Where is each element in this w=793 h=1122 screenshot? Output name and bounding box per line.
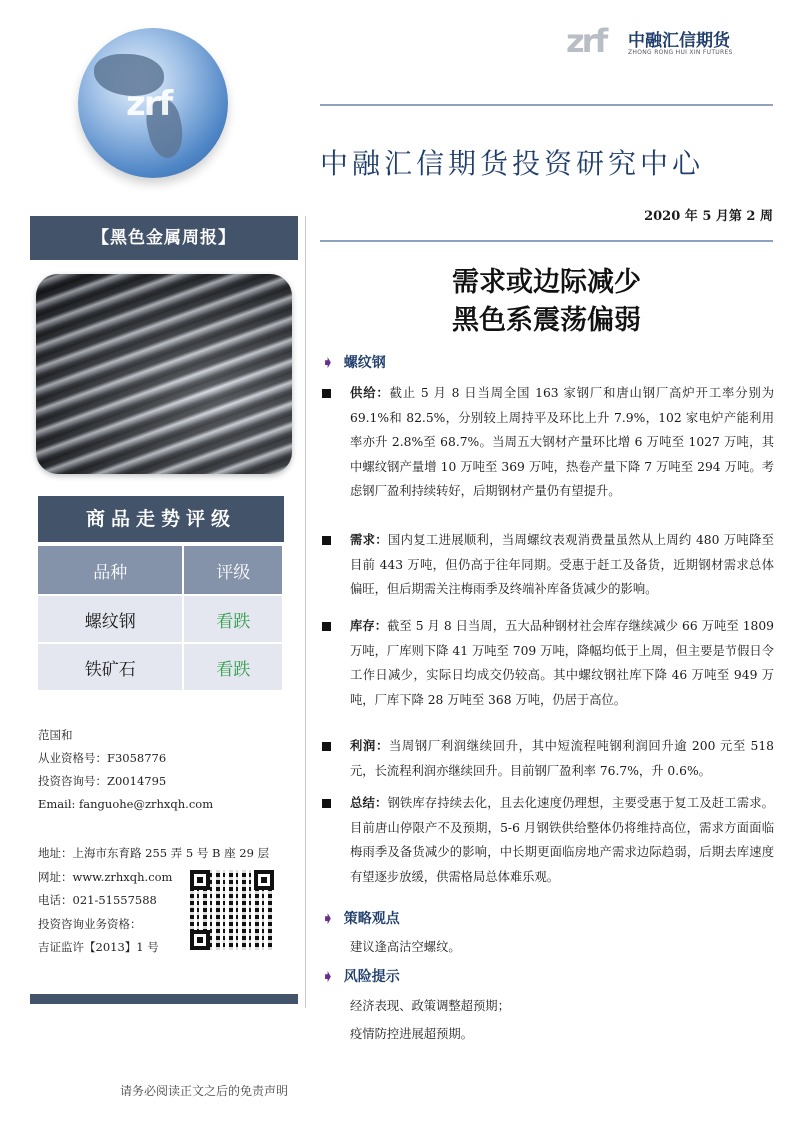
risk-text: 经济表现、政策调整超预期； [350,999,510,1013]
sidebar [20,216,306,1008]
globe-logo-mark: zrf [126,84,172,124]
globe-logo [78,28,228,178]
square-bullet-icon [322,799,331,808]
square-bullet-icon [322,389,331,398]
table-row [38,642,284,690]
risk-text: 疫情防控进展超预期。 [350,1027,473,1041]
brand-logo [566,22,756,64]
bullet-text: 国内复工进展顺利，当周螺纹表观消费量虽然从上周约 480 万吨降至目前 443 万吨，但仍高于往年同期。受惠于赶工及备货，近期钢材需求总体偏旺，但后期需关注梅雨季及终端补库备货减少的影响。 [350,533,774,597]
commodity-rating: 看跌 [184,594,284,642]
bullet-supply [322,381,774,504]
company-phone: 电话：021-51557588 [38,893,157,907]
company-website[interactable]: 网址：www.zrhxqh.com [38,869,173,884]
arrow-bullet-icon: ➧ [322,355,334,371]
section-heading-rebar: ➧ 螺纹钢 [322,355,386,371]
table-header-row [38,546,284,594]
arrow-bullet-icon: ➧ [322,911,334,927]
bullet-text: 钢铁库存持续去化，且去化速度仍理想，主要受惠于复工及赶工需求。目前唐山停限产不及预期，5-6 月钢铁供给整体仍将维持高位，需求方面面临梅雨季及备货减少的影响，中长期更面临房地产需求边际趋弱，后期去库速度有望逐步放缓，供需格局总体难乐观。 [350,796,774,884]
report-category-banner: 【黑色金属周报】 [30,216,298,260]
bullet-demand [322,528,774,602]
report-title-line: 黑色系震荡偏弱 [452,305,641,336]
rating-title: 商品走势评级 [38,496,284,542]
bullet-label: 总结： [350,795,388,810]
bullet-profit [322,734,774,783]
sidebar-bottom-bar [30,994,298,1004]
square-bullet-icon [322,536,331,545]
commodity-name: 螺纹钢 [38,594,184,642]
report-title-line: 需求或边际减少 [452,267,641,298]
research-center-title: 中融汇信期货投资研究中心 [320,147,705,180]
analyst-info [38,724,213,816]
issue-date: 2020 年 5 月第 2 周 [644,209,773,224]
qr-code [190,870,274,950]
brand-name-en: ZHONG RONG HUI XIN FUTURES [628,49,733,56]
steel-pipes-image [36,274,292,474]
strategy-text: 建议逢高沽空螺纹。 [350,940,461,954]
report-title [320,264,773,340]
divider [320,104,773,106]
bullet-label: 库存： [350,618,388,633]
analyst-consult-number: 投资咨询号：Z0014795 [38,774,167,788]
section-heading-strategy: ➧ 策略观点 [322,911,400,927]
bullet-label: 需求： [350,532,388,547]
brand-mark: zrf [566,22,606,60]
rating-table [38,546,284,690]
column-header: 评级 [184,546,284,594]
license-number: 吉证监许【2013】1 号 [38,940,159,954]
commodity-name: 铁矿石 [38,642,184,690]
bullet-inventory [322,614,774,712]
arrow-bullet-icon: ➧ [322,969,334,985]
analyst-name: 范国和 [38,728,73,742]
commodity-rating: 看跌 [184,642,284,690]
license-label: 投资咨询业务资格： [38,916,142,931]
bullet-text: 当周钢厂利润继续回升，其中短流程吨钢利润回升逾 200 元至 518 元，长流程利润亦继续回升。目前钢厂盈利率 76.7%，升 0.6%。 [350,739,774,778]
bullet-summary [322,791,774,889]
table-row [38,594,284,642]
square-bullet-icon [322,742,331,751]
brand-name-cn: 中融汇信期货 [628,31,730,51]
analyst-email[interactable]: Email: fanguohe@zrhxqh.com [38,797,214,811]
divider [320,240,773,242]
bullet-text: 截至 5 月 8 日当周，五大品种钢材社会库存继续减少 66 万吨至 1809 万吨，厂库则下降 41 万吨至 709 万吨，降幅均低于上周，但主要是节假日令工作日减少，实际日均成交仍较高。其中螺纹钢社库下降 46 万吨至 949 万吨，厂库下降 28 万吨至 368 万吨，仍居于高位。 [350,619,774,707]
bullet-text: 截止 5 月 8 日当周全国 163 家钢厂和唐山钢厂高炉开工率分别为 69.1%和 82.5%，分别较上周持平及环比上升 7.9%，102 家电炉产能利用率亦升 2.8%至 68.7%。当周五大钢材产量环比增 6 万吨至 1027 万吨，其中螺纹钢产量增 10 万吨至 369 万吨，热卷产量下降 7 万吨至 294 万吨。考虑钢厂盈利持续转好，后期钢材产量仍有望提升。 [350,386,774,499]
section-heading-risk: ➧ 风险提示 [322,969,400,985]
bullet-label: 利润： [350,738,389,753]
bullet-label: 供给： [350,385,390,400]
square-bullet-icon [322,622,331,631]
analyst-qualification: 从业资格号：F3058776 [38,751,167,765]
disclaimer-footer: 请务必阅读正文之后的免责声明 [120,1084,289,1098]
company-address: 地址：上海市东育路 255 弄 5 号 B 座 29 层 [38,846,270,860]
column-header: 品种 [38,546,184,594]
